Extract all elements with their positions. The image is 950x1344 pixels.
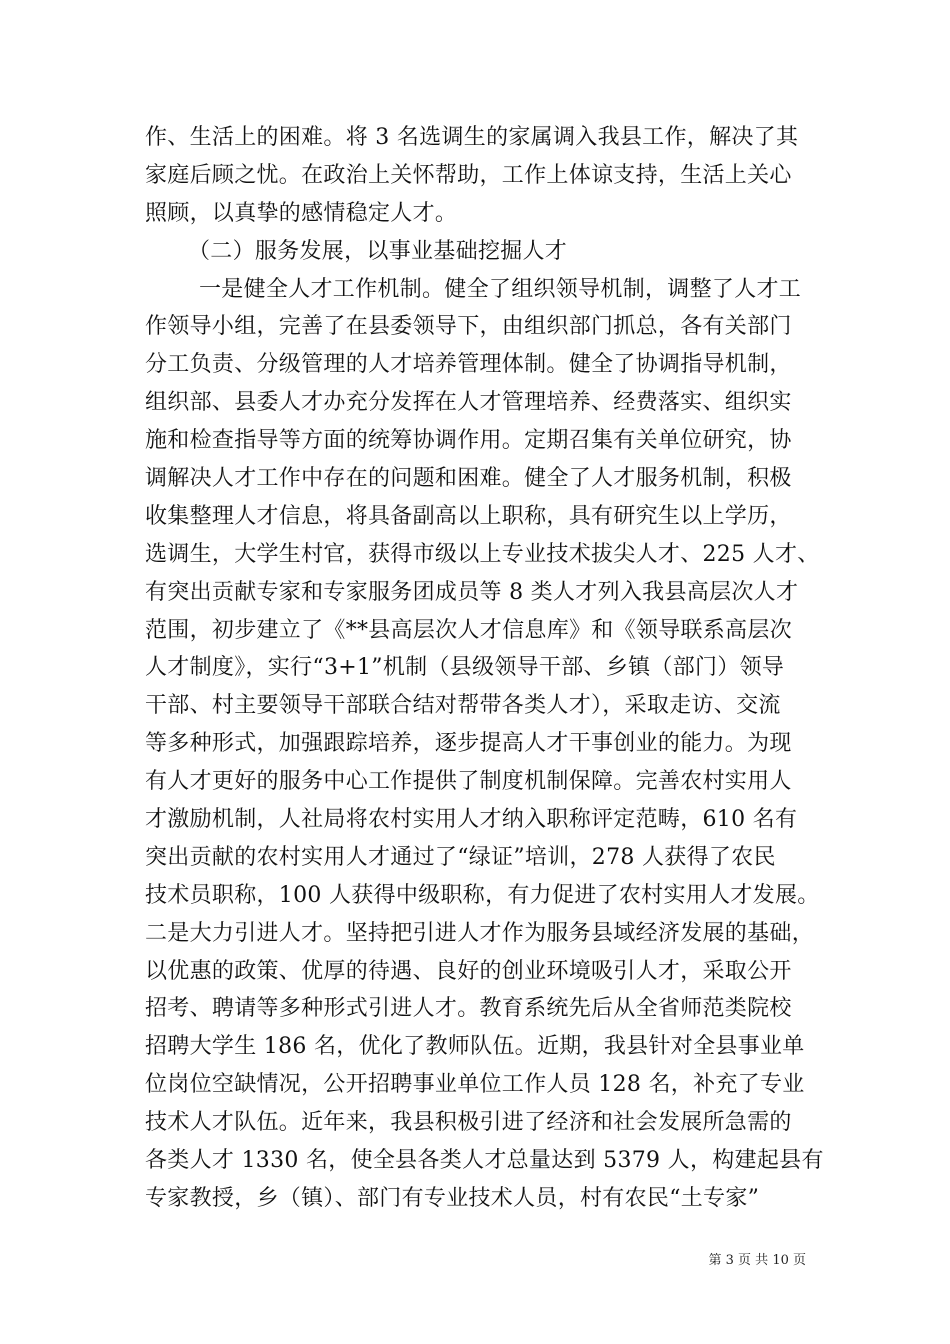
text-line: 调解决人才工作中存在的问题和困难。健全了人才服务机制，积极	[145, 466, 792, 492]
document-body	[145, 119, 824, 1218]
page-number: 第 3 页 共 10 页	[708, 1253, 806, 1268]
text-line: 位岗位空缺情况，公开招聘事业单位工作人员 128 名，补充了专业	[145, 1072, 805, 1098]
text-line: 技术人才队伍。近年来，我县积极引进了经济和社会发展所急需的	[145, 1110, 792, 1136]
text-line: 二是大力引进人才。坚持把引进人才作为服务县域经济发展的基础，	[145, 920, 815, 946]
text-line: 以优惠的政策、优厚的待遇、良好的创业环境吸引人才，采取公开	[145, 958, 792, 984]
text-line: 作、生活上的困难。将 3 名选调生的家属调入我县工作，解决了其	[145, 125, 799, 150]
text-line: 各类人才 1330 名，使全县各类人才总量达到 5379 人，构建起县有	[145, 1148, 824, 1174]
text-line: 招考、聘请等多种形式引进人才。教育系统先后从全省师范类院校	[145, 996, 792, 1022]
text-line: 技术员职称，100 人获得中级职称，有力促进了农村实用人才发展。	[145, 882, 820, 908]
text-line: 家庭后顾之忧。在政治上关怀帮助，工作上体谅支持，生活上关心	[145, 162, 792, 188]
text-line: 招聘大学生 186 名，优化了教师队伍。近期，我县针对全县事业单	[145, 1034, 805, 1060]
section-heading: （二）服务发展，以事业基础挖掘人才	[188, 238, 568, 264]
text-line: 有突出贡献专家和专家服务团成员等 8 类人才列入我县高层次人才	[145, 579, 799, 605]
text-line: 作领导小组，完善了在县委领导下，由组织部门抓总，各有关部门	[145, 314, 792, 340]
text-line: 有人才更好的服务中心工作提供了制度机制保障。完善农村实用人	[145, 769, 792, 795]
text-line: 选调生，大学生村官，获得市级以上专业技术拔尖人才、225 人才、	[145, 541, 820, 567]
text-line: 等多种形式，加强跟踪培养，逐步提高人才干事创业的能力。为现	[145, 731, 792, 757]
text-line: 才激励机制，人社局将农村实用人才纳入职称评定范畴，610 名有	[145, 807, 798, 833]
text-line: 专家教授，乡（镇）、部门有专业技术人员，村有农民“土专家”	[145, 1185, 760, 1211]
text-line: 照顾，以真挚的感情稳定人才。	[145, 200, 458, 226]
text-line: 人才制度》，实行“3+1”机制（县级领导干部、乡镇（部门）领导	[145, 655, 785, 681]
text-line: 一是健全人才工作机制。健全了组织领导机制，调整了人才工	[199, 276, 802, 302]
text-line: 施和检查指导等方面的统筹协调作用。定期召集有关单位研究，协	[145, 428, 792, 454]
text-line: 突出贡献的农村实用人才通过了“绿证”培训，278 人获得了农民	[145, 844, 776, 870]
text-line: 干部、村主要领导干部联合结对帮带各类人才），采取走访、交流	[145, 693, 781, 719]
text-line: 范围，初步建立了《**县高层次人才信息库》和《领导联系高层次	[145, 617, 793, 643]
text-line: 组织部、县委人才办充分发挥在人才管理培养、经费落实、组织实	[145, 390, 792, 416]
text-line: 收集整理人才信息，将具备副高以上职称，具有研究生以上学历，	[145, 503, 792, 529]
text-line: 分工负责、分级管理的人才培养管理体制。健全了协调指导机制，	[145, 352, 792, 378]
